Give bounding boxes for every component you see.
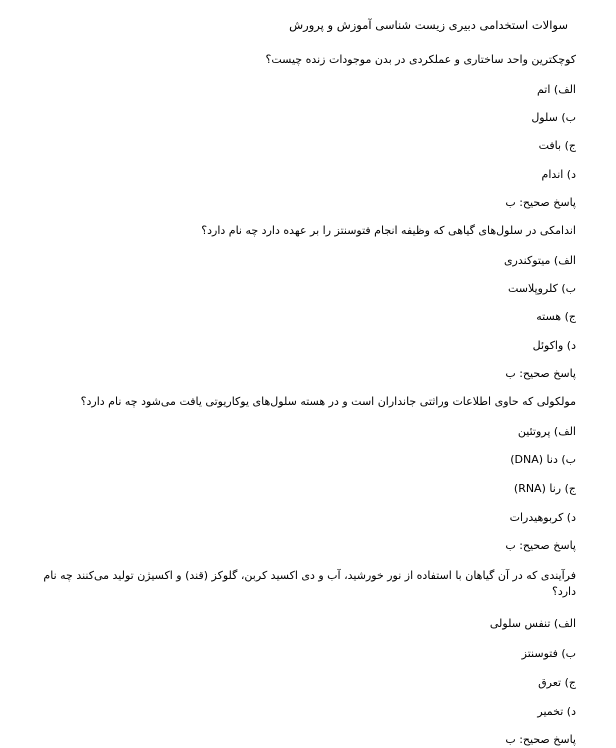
question-3-answer: پاسخ صحیح: ب — [505, 539, 576, 552]
question-3-option-a: الف) پروتئین — [517, 425, 576, 438]
question-4-option-b: ب) فتوسنتز — [521, 647, 576, 660]
question-3-option-c: ج) رنا (RNA) — [513, 482, 576, 495]
question-1-option-a: الف) اتم — [536, 83, 576, 96]
question-3-option-d: د) کربوهیدرات — [509, 511, 576, 524]
question-1-answer: پاسخ صحیح: ب — [505, 196, 576, 209]
document-title: سوالات استخدامی دبیری زیست شناسی آموزش و پرورش — [289, 18, 568, 32]
question-2-option-a: الف) میتوکندری — [503, 254, 576, 267]
question-4-option-a: الف) تنفس سلولی — [489, 617, 576, 630]
question-2-option-c: ج) هسته — [536, 310, 576, 323]
question-1-option-c: ج) بافت — [538, 139, 576, 152]
question-1-option-d: د) اندام — [541, 168, 576, 181]
question-2-answer: پاسخ صحیح: ب — [505, 367, 576, 380]
question-3-text: مولکولی که حاوی اطلاعات وراثتی جانداران است و در هسته سلول‌های یوکاریوتی یافت می‌شود چه نام دارد؟ — [80, 395, 576, 408]
question-4-option-d: د) تخمیر — [537, 705, 576, 718]
question-4-answer: پاسخ صحیح: ب — [505, 733, 576, 746]
question-4-option-c: ج) تعرق — [538, 676, 576, 689]
question-4-text: فرآیندی که در آن گیاهان با استفاده از نور خورشید، آب و دی اکسید کربن، گلوکز (قند) و اکسیژن تولید می‌کنند چه نام دارد؟ — [43, 569, 576, 598]
question-1-text: کوچکترین واحد ساختاری و عملکردی در بدن موجودات زنده چیست؟ — [265, 53, 576, 66]
question-1-option-b: ب) سلول — [531, 111, 576, 124]
question-2-option-b: ب) کلروپلاست — [507, 282, 576, 295]
question-3-option-b: ب) دنا (DNA) — [510, 453, 576, 466]
question-2-text: اندامکی در سلول‌های گیاهی که وظیفه انجام فتوسنتز را بر عهده دارد چه نام دارد؟ — [201, 224, 576, 237]
question-2-option-d: د) واکوئل — [532, 339, 576, 352]
